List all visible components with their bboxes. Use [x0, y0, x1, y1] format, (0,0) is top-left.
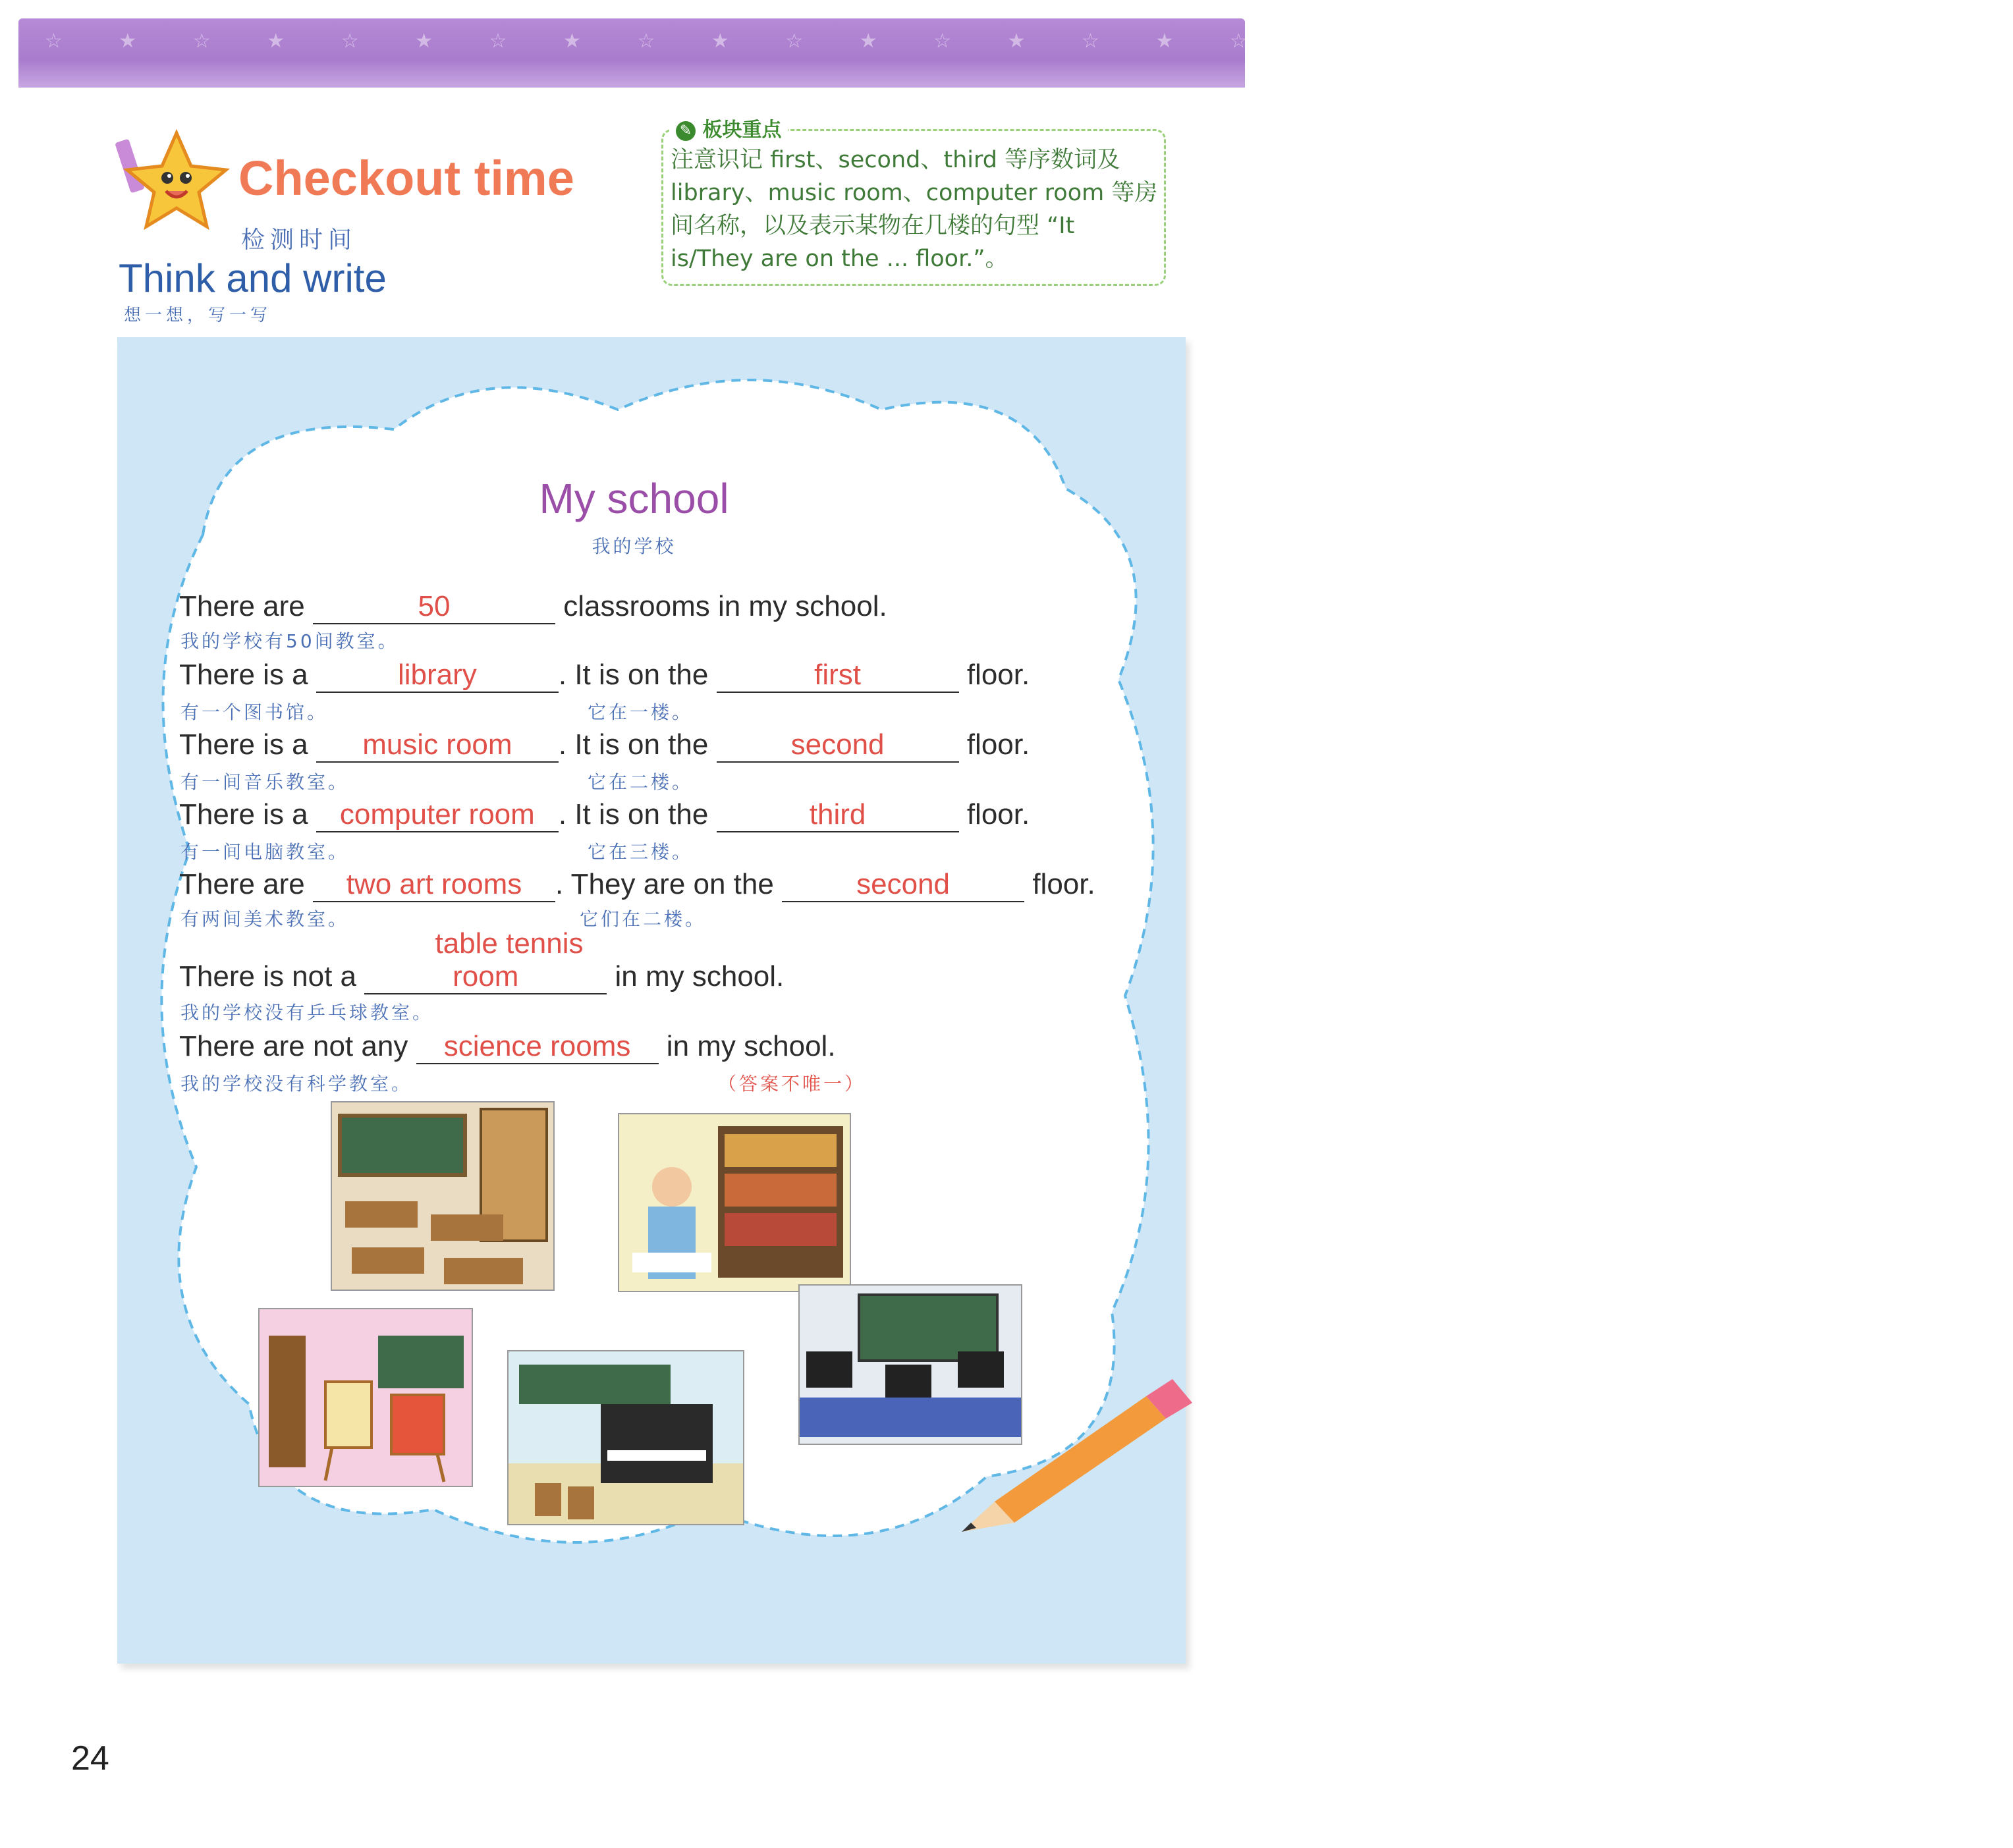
- page-title-cn: 检测时间: [241, 227, 358, 254]
- sentence-2-cn2: 它在一楼。: [588, 701, 694, 723]
- answer-blank[interactable]: computer room: [316, 798, 559, 832]
- sentence-4-cn2: 它在三楼。: [588, 841, 694, 863]
- page-number: 24: [71, 1739, 109, 1778]
- music-room-illustration: [507, 1350, 744, 1525]
- answer-blank[interactable]: 50: [313, 590, 555, 624]
- answer-blank[interactable]: third: [717, 798, 959, 832]
- answer-line-1: table tennis: [435, 927, 584, 960]
- star-mascot-icon: [117, 126, 229, 232]
- sentence-3-cn: 有一间音乐教室。: [180, 771, 350, 793]
- sentence-1: There are 50 classrooms in my school.: [179, 590, 887, 624]
- exercise-title: Think and write: [119, 256, 387, 300]
- sentence-6-cn: 我的学校没有乒乓球教室。: [180, 1002, 434, 1023]
- answer-note: （答案不唯一）: [718, 1073, 866, 1095]
- section-title: My school: [539, 475, 729, 522]
- sentence-2: There is a library . It is on the first floor.: [179, 659, 1030, 693]
- sentence-5-cn: 有两间美术教室。: [180, 908, 350, 930]
- section-title-cn: 我的学校: [592, 535, 676, 557]
- sentence-2-cn: 有一个图书馆。: [180, 701, 329, 723]
- sentence-3: There is a music room . It is on the second floor.: [179, 728, 1030, 763]
- star-pattern: ☆ ★ ☆ ★ ☆ ★ ☆ ★ ☆ ★ ☆ ★ ☆ ★ ☆ ★ ☆ ★ ☆ ★ ☆ ★ ☆ ★ ☆ ★ ☆: [45, 30, 2013, 53]
- answer-blank[interactable]: second: [782, 868, 1024, 902]
- sentence-4: There is a computer room . It is on the third floor.: [179, 798, 1030, 832]
- sentence-5: There are two art rooms . They are on the second floor.: [179, 868, 1095, 902]
- answer-blank[interactable]: science rooms: [416, 1030, 659, 1064]
- answer-blank[interactable]: first: [717, 659, 959, 693]
- leaf-icon: ✎: [676, 121, 696, 141]
- pencil-icon: [949, 1370, 1212, 1541]
- top-banner: [18, 18, 2013, 88]
- answer-blank[interactable]: two art rooms: [313, 868, 555, 902]
- answer-blank[interactable]: second: [717, 728, 959, 763]
- key-points-text: 注意识记 first、second、third 等序数词及 library、music room、computer room 等房间名称，以及表示某物在几楼的句型 “It is/They are on the ... floor.”。: [671, 147, 1158, 272]
- page-title: Checkout time: [238, 151, 574, 205]
- answer-blank[interactable]: music room: [316, 728, 559, 763]
- answer-blank[interactable]: room: [364, 960, 607, 994]
- sentence-5-cn2: 它们在二楼。: [580, 908, 707, 930]
- sentence-1-cn: 我的学校有50间教室。: [180, 630, 399, 652]
- sentence-3-cn2: 它在二楼。: [588, 771, 694, 793]
- sentence-4-cn: 有一间电脑教室。: [180, 841, 350, 863]
- sentence-6: There is not a room in my school.: [179, 960, 784, 994]
- sentence-7-cn: 我的学校没有科学教室。: [180, 1073, 413, 1095]
- exercise-title-cn: 想一想，写一写: [124, 306, 272, 325]
- classroom-illustration: [331, 1101, 555, 1291]
- art-room-illustration: [258, 1308, 473, 1487]
- library-illustration: [618, 1113, 851, 1292]
- key-points-label: ✎ 板块重点: [669, 113, 788, 142]
- answer-blank[interactable]: library: [316, 659, 559, 693]
- sentence-7: There are not any science rooms in my school.: [179, 1030, 836, 1064]
